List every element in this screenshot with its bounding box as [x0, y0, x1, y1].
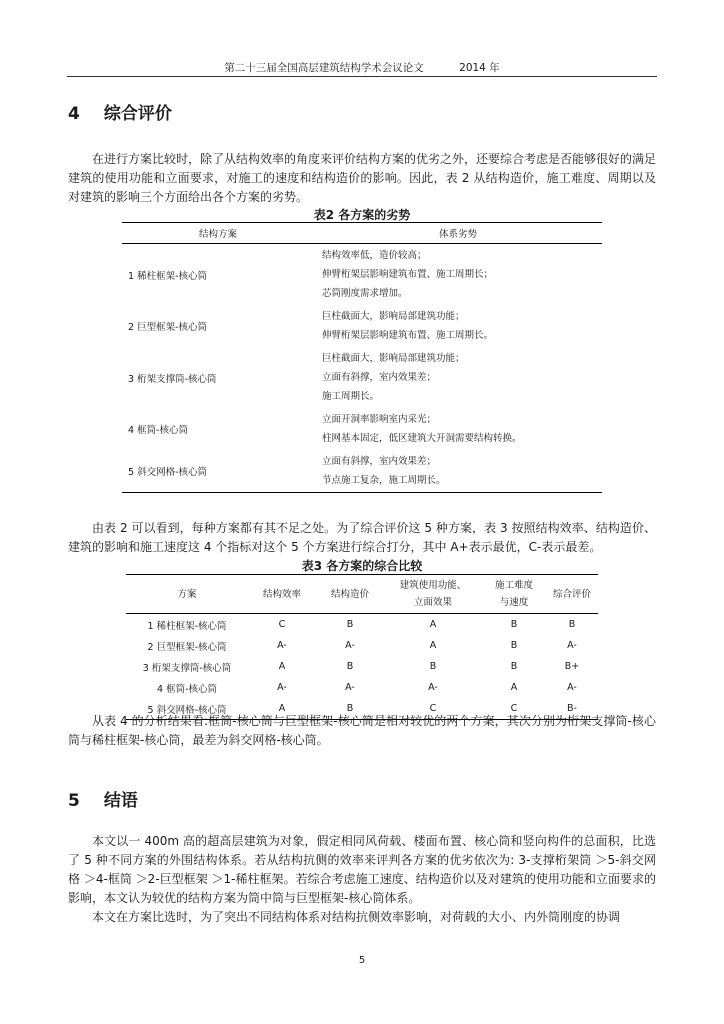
weakness-line: 立面有斜撑，室内效果差； — [322, 456, 437, 467]
header-line: 与速度 — [499, 597, 529, 608]
table-header-cell: 结构方案 — [122, 223, 314, 244]
weakness-line: 结构效率低，造价较高； — [322, 250, 427, 261]
table-cell: B — [568, 619, 576, 630]
table-cell: 5 斜交网格-核心筒 — [147, 704, 227, 716]
weakness-line: 立面有斜撑，室内效果差； — [322, 372, 437, 383]
table-header-cell: 结构效率 — [248, 575, 316, 614]
paragraph-after-table-2: 由表 2 可以看到，每种方案都有其不足之处。为了综合评价这 5 种方案，表 3 按照结构效率、结构造价、建筑的影响和施工速度这 4 个指标对这个 5 个方案进行综合打分，其中 A+表示最优，C-表示最差。 — [68, 521, 656, 554]
table-header-cell: 结构造价 — [316, 575, 384, 614]
header-year: 2014 年 — [459, 62, 500, 74]
table-cell: B — [510, 661, 518, 672]
scheme-name: 4 框筒-核心筒 — [128, 425, 188, 436]
weakness-line: 柱网基本固定，低区建筑大开洞需要结构转换。 — [322, 433, 522, 444]
table-cell: B — [429, 661, 437, 672]
table-cell: 2 巨型框架-核心筒 — [147, 641, 227, 653]
weakness-line: 伸臂桁架层影响建筑布置、施工周期长； — [322, 269, 494, 280]
table-cell: B — [346, 661, 354, 672]
table-2 — [122, 222, 602, 493]
table-row — [126, 635, 598, 656]
table-cell: C — [429, 703, 437, 714]
table-cell: B+ — [564, 661, 580, 672]
weakness-line: 巨柱截面大，影响局部建筑功能； — [322, 353, 465, 364]
table-cell: B — [510, 619, 518, 630]
table-cell: A- — [345, 640, 355, 651]
table-cell: B — [346, 619, 354, 630]
page-header — [67, 60, 657, 77]
section-number: 4 — [68, 104, 80, 124]
table-header-cell — [482, 575, 546, 614]
table-cell: A- — [277, 640, 287, 651]
table-2-caption: 表2 各方案的劣势 — [313, 208, 411, 222]
table-cell: B — [510, 640, 518, 651]
table-header-cell — [384, 575, 482, 614]
table-cell: A- — [345, 682, 355, 693]
scheme-name: 5 斜交网格-核心筒 — [128, 467, 207, 478]
table-cell: A- — [277, 682, 287, 693]
table-cell: A — [278, 703, 286, 714]
table-header-cell: 体系劣势 — [314, 223, 602, 244]
table-cell: A — [278, 661, 286, 672]
header-line: 施工难度 — [494, 580, 533, 591]
table-row — [126, 656, 598, 677]
section-number: 5 — [68, 791, 80, 811]
table-cell: 3 桁架支撑筒-核心筒 — [142, 662, 232, 674]
weakness-line: 节点施工复杂，施工周期长。 — [322, 475, 446, 486]
table-cell: C — [278, 619, 286, 630]
table-cell: A — [510, 682, 518, 693]
scheme-name: 3 桁架支撑筒-核心筒 — [128, 373, 217, 385]
conclusion-paragraph-2: 本文在方案比选时，为了突出不同结构体系对结构抗侧效率影响，对荷载的大小、内外筒刚度的协调 — [92, 910, 621, 924]
scheme-name: 1 稀柱框架-核心筒 — [128, 270, 207, 282]
section-title: 结语 — [103, 791, 138, 811]
section-4-paragraph: 在进行方案比较时，除了从结构效率的角度来评价结构方案的优劣之外，还要综合考虑是否能够很好的满足建筑的使用功能和立面要求，对施工的速度和结构造价的影响。因此，表 2 从结构造价，施工难度、周期以及对建筑的影响三个方面给出各个方案的劣势。 — [68, 152, 657, 204]
scheme-name: 2 巨型框架-核心筒 — [128, 322, 207, 333]
weakness-line: 芯筒刚度需求增加。 — [322, 288, 408, 299]
section-5-heading — [68, 786, 138, 811]
header-line: 建筑使用功能、 — [399, 580, 467, 591]
table-row — [126, 614, 598, 636]
table-row — [122, 408, 602, 450]
conference-title: 第二十三届全国高层建筑结构学术会议论文 — [224, 62, 424, 74]
section-title: 综合评价 — [103, 104, 172, 124]
header-line: 立面效果 — [413, 597, 452, 608]
paragraph-after-table-3: 从表 4 的分析结果看:框筒-核心筒与巨型框架-核心筒是相对较优的两个方案，其次分别为桁架支撑筒-核心筒与稀柱框架-核心筒，最差为斜交网格-核心筒。 — [68, 714, 656, 747]
weakness-line: 巨柱截面大，影响局部建筑功能； — [322, 311, 465, 322]
weakness-line: 施工周期长。 — [322, 391, 380, 402]
table-row — [122, 347, 602, 408]
weakness-line: 伸臂桁架层影响建筑布置、施工周期长。 — [322, 330, 494, 341]
table-cell: A- — [428, 682, 438, 693]
weakness-line: 立面开洞率影响室内采光； — [322, 414, 437, 425]
table-row — [122, 305, 602, 347]
table-3 — [126, 574, 598, 720]
table-row — [122, 244, 602, 306]
table-cell: C — [510, 703, 518, 714]
table-cell: A- — [567, 682, 577, 693]
table-header-cell: 方案 — [126, 575, 248, 614]
table-cell: B — [346, 703, 354, 714]
page-number: 5 — [358, 955, 366, 966]
conclusion-paragraph-1: 本文以一 400m 高的超高层建筑为对象，假定相同风荷载、楼面布置、核心筒和竖向构件的总面积，比选了 5 种不同方案的外围结构体系。若从结构抗侧的效率来评判各方案的优劣依次为: 3-支撑桁架筒 ＞5-斜交网格 ＞4-框筒 ＞2-巨型框架 ＞1-稀柱框架。若综合考虑施工速度、结构造价以及对建筑的使用功能和立面要求的影响，本文认为较优的结构方案为筒中筒与巨型框架-核心筒体系。 — [68, 834, 656, 905]
table-cell: B- — [567, 703, 577, 714]
table-cell: 4 框筒-核心筒 — [157, 683, 217, 695]
table-row — [126, 677, 598, 698]
section-4-heading — [68, 99, 172, 124]
table-cell: 1 稀柱框架-核心筒 — [147, 620, 227, 632]
table-cell: A — [429, 640, 437, 651]
table-cell: A — [429, 619, 437, 630]
table-cell: A- — [567, 640, 577, 651]
table-header-cell: 综合评价 — [546, 575, 598, 614]
table-row — [122, 450, 602, 493]
table-3-caption: 表3 各方案的综合比较 — [301, 559, 423, 573]
